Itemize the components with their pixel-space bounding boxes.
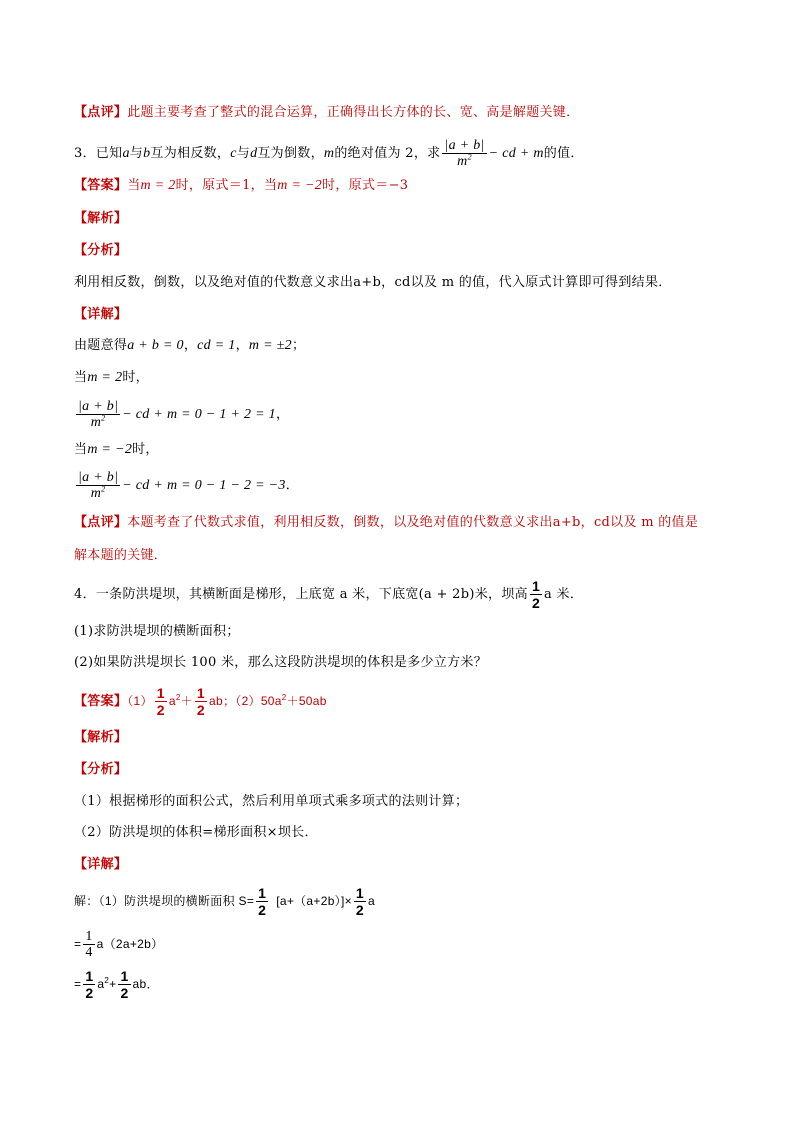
fraction-denominator: 2 <box>156 702 165 718</box>
fraction-numerator: |a + b| <box>78 470 119 485</box>
detail-expression: − cd + m = 0 − 1 + 2 = 1 <box>122 407 276 422</box>
exponent: 2 <box>281 693 287 702</box>
fraction <box>256 885 268 918</box>
detail-expression: m = ±2 <box>248 338 292 353</box>
review-text: 解本题的关键． <box>74 548 168 563</box>
fraction-numerator: 1 <box>258 885 267 901</box>
question-text: 互为倒数， <box>257 146 324 161</box>
exponent: 2 <box>104 976 110 985</box>
question-text: 的值． <box>543 146 584 161</box>
var-m: m <box>323 146 335 161</box>
heading-xiangjie: 【详解】 <box>74 307 128 322</box>
fraction-numerator: 1 <box>85 929 93 944</box>
fraction-numerator: 1 <box>120 968 129 984</box>
fraction-numerator: 1 <box>85 968 94 984</box>
fraction-numerator: |a + b| <box>444 138 485 153</box>
detail-expression: − cd + m = 0 − 1 − 2 = −3 <box>122 478 286 493</box>
var-a: a <box>122 146 130 161</box>
detail-text: 解：（1）防洪堤坝的横断面积 S= <box>74 894 255 908</box>
question-text: 的绝对值为 2，求 <box>334 146 441 161</box>
fraction-denominator: 2 <box>120 985 129 1001</box>
question-text: 与 <box>236 146 251 161</box>
answer-line <box>74 684 327 719</box>
fraction <box>195 685 207 718</box>
detail-text: 时， <box>132 442 159 457</box>
fraction-denominator: 4 <box>85 945 93 960</box>
question-3 <box>74 138 584 169</box>
plus-sign: + <box>109 977 117 991</box>
fraction-numerator: 1 <box>196 685 206 701</box>
fraction-denominator: 2 <box>196 702 206 718</box>
question-text: 4．一条防洪堤坝，其横断面是梯形，上底宽 a 米，下底宽(a + 2b)米，坝高 <box>74 587 528 602</box>
exponent: 2 <box>101 484 106 494</box>
detail-text: 当 <box>74 370 88 385</box>
fraction <box>83 968 95 1001</box>
answer-expression: ab；（2）50a <box>209 694 282 708</box>
heading-fenxi: 【分析】 <box>74 243 128 258</box>
detail-line <box>74 398 289 432</box>
answer-expression: a <box>168 694 176 708</box>
answer-expression: ＋50ab <box>286 694 327 708</box>
fraction-numerator: |a + b| <box>78 399 119 414</box>
question-part-1: (1)求防洪堤坝的横断面积； <box>74 624 240 639</box>
separator: ． <box>285 478 300 493</box>
question-text: 已知 <box>95 146 123 161</box>
detail-expression: a <box>368 894 375 908</box>
heading-jiexi: 【解析】 <box>74 211 128 226</box>
fraction-denominator: 2 <box>531 595 541 611</box>
analysis-text: （1）根据梯形的面积公式，然后利用单项式乘多项式的法则计算； <box>74 794 469 809</box>
fraction <box>83 929 94 960</box>
question-text: 互为相反数， <box>150 146 231 161</box>
separator: ， <box>235 338 249 353</box>
equals-sign: = <box>74 977 82 991</box>
question-number: 3． <box>74 146 96 161</box>
fraction <box>76 399 120 430</box>
detail-expression: a + b = 0 <box>127 338 184 353</box>
fraction-denominator: m <box>457 154 468 169</box>
answer-text: （1） <box>127 694 153 708</box>
answer-text: 时，原式＝1，当 <box>175 178 278 193</box>
detail-expression: cd = 1 <box>197 338 236 353</box>
fraction-denominator: 2 <box>355 902 364 918</box>
detail-line <box>74 336 305 356</box>
heading-jiexi: 【解析】 <box>74 730 128 745</box>
question-text: a 米． <box>544 587 584 602</box>
fraction-numerator: 1 <box>531 578 541 594</box>
heading-xiangjie: 【详解】 <box>74 857 128 872</box>
var-b: b <box>143 146 151 161</box>
plus-sign: ＋ <box>180 694 193 708</box>
detail-line <box>74 440 159 460</box>
question-text: 与 <box>129 146 144 161</box>
detail-line <box>74 368 149 388</box>
fraction-numerator: 1 <box>156 685 165 701</box>
detail-expression: a <box>97 977 105 991</box>
var-c: c <box>230 146 237 161</box>
detail-expression: a（2a+2b） <box>96 937 164 951</box>
fraction-numerator: 1 <box>355 885 364 901</box>
exponent: 2 <box>101 413 106 423</box>
question-4 <box>74 578 583 612</box>
fraction <box>354 885 366 918</box>
separator: ， <box>275 407 290 422</box>
expression: − cd + m <box>488 146 544 161</box>
detail-expression: m = 2 <box>87 370 123 385</box>
answer-expression: m = −2 <box>277 178 323 193</box>
answer-tag: 【答案】 <box>74 178 128 193</box>
exponent: 2 <box>175 693 181 702</box>
review-text: 本题考查了代数式求值，利用相反数，倒数，以及绝对值的代数意义求出a+b，cd以及 m 的值是 <box>127 515 699 530</box>
detail-expression: m = −2 <box>87 442 133 457</box>
analysis-text: 利用相反数，倒数，以及绝对值的代数意义求出a+b，cd以及 m 的值，代入原式计算即可得到结果． <box>74 275 672 290</box>
answer-line <box>74 176 408 196</box>
fraction <box>530 578 542 611</box>
detail-line <box>74 967 159 1002</box>
fraction <box>442 138 486 169</box>
fraction <box>118 968 130 1001</box>
detail-expression: ab． <box>132 977 159 991</box>
detail-text: 当 <box>74 442 88 457</box>
detail-line <box>74 884 375 919</box>
review-line <box>74 103 579 123</box>
equals-sign: = <box>74 937 82 951</box>
answer-tag: 【答案】 <box>74 694 128 709</box>
fraction-denominator: m <box>90 415 102 430</box>
review-tag: 【点评】 <box>74 515 128 530</box>
fraction-denominator: 2 <box>85 985 94 1001</box>
answer-text: 时，原式＝−3 <box>322 178 409 193</box>
detail-line <box>74 469 299 503</box>
fraction <box>155 685 167 718</box>
separator: ， <box>183 338 198 353</box>
question-part-2: (2)如果防洪堤坝长 100 米，那么这段防洪堤坝的体积是多少立方米？ <box>74 655 487 670</box>
fraction-denominator: m <box>90 486 102 501</box>
separator: ； <box>291 338 306 353</box>
fraction-denominator: 2 <box>258 902 267 918</box>
detail-text: 时， <box>122 370 149 385</box>
heading-fenxi: 【分析】 <box>74 762 128 777</box>
var-d: d <box>250 146 258 161</box>
exponent: 2 <box>467 152 472 162</box>
detail-line <box>74 927 163 962</box>
review-line <box>74 513 698 533</box>
detail-expression: [a+（a+2b）]× <box>276 894 352 908</box>
review-tag: 【点评】 <box>74 105 128 120</box>
answer-expression: m = 2 <box>140 178 176 193</box>
review-text: 此题主要考查了整式的混合运算，正确得出长方体的长、宽、高是解题关键． <box>127 105 580 120</box>
detail-text: 由题意得 <box>74 338 128 353</box>
answer-text: 当 <box>127 178 141 193</box>
analysis-text: （2）防洪堤坝的体积=梯形面积×坝长． <box>74 825 318 840</box>
fraction <box>76 470 120 501</box>
